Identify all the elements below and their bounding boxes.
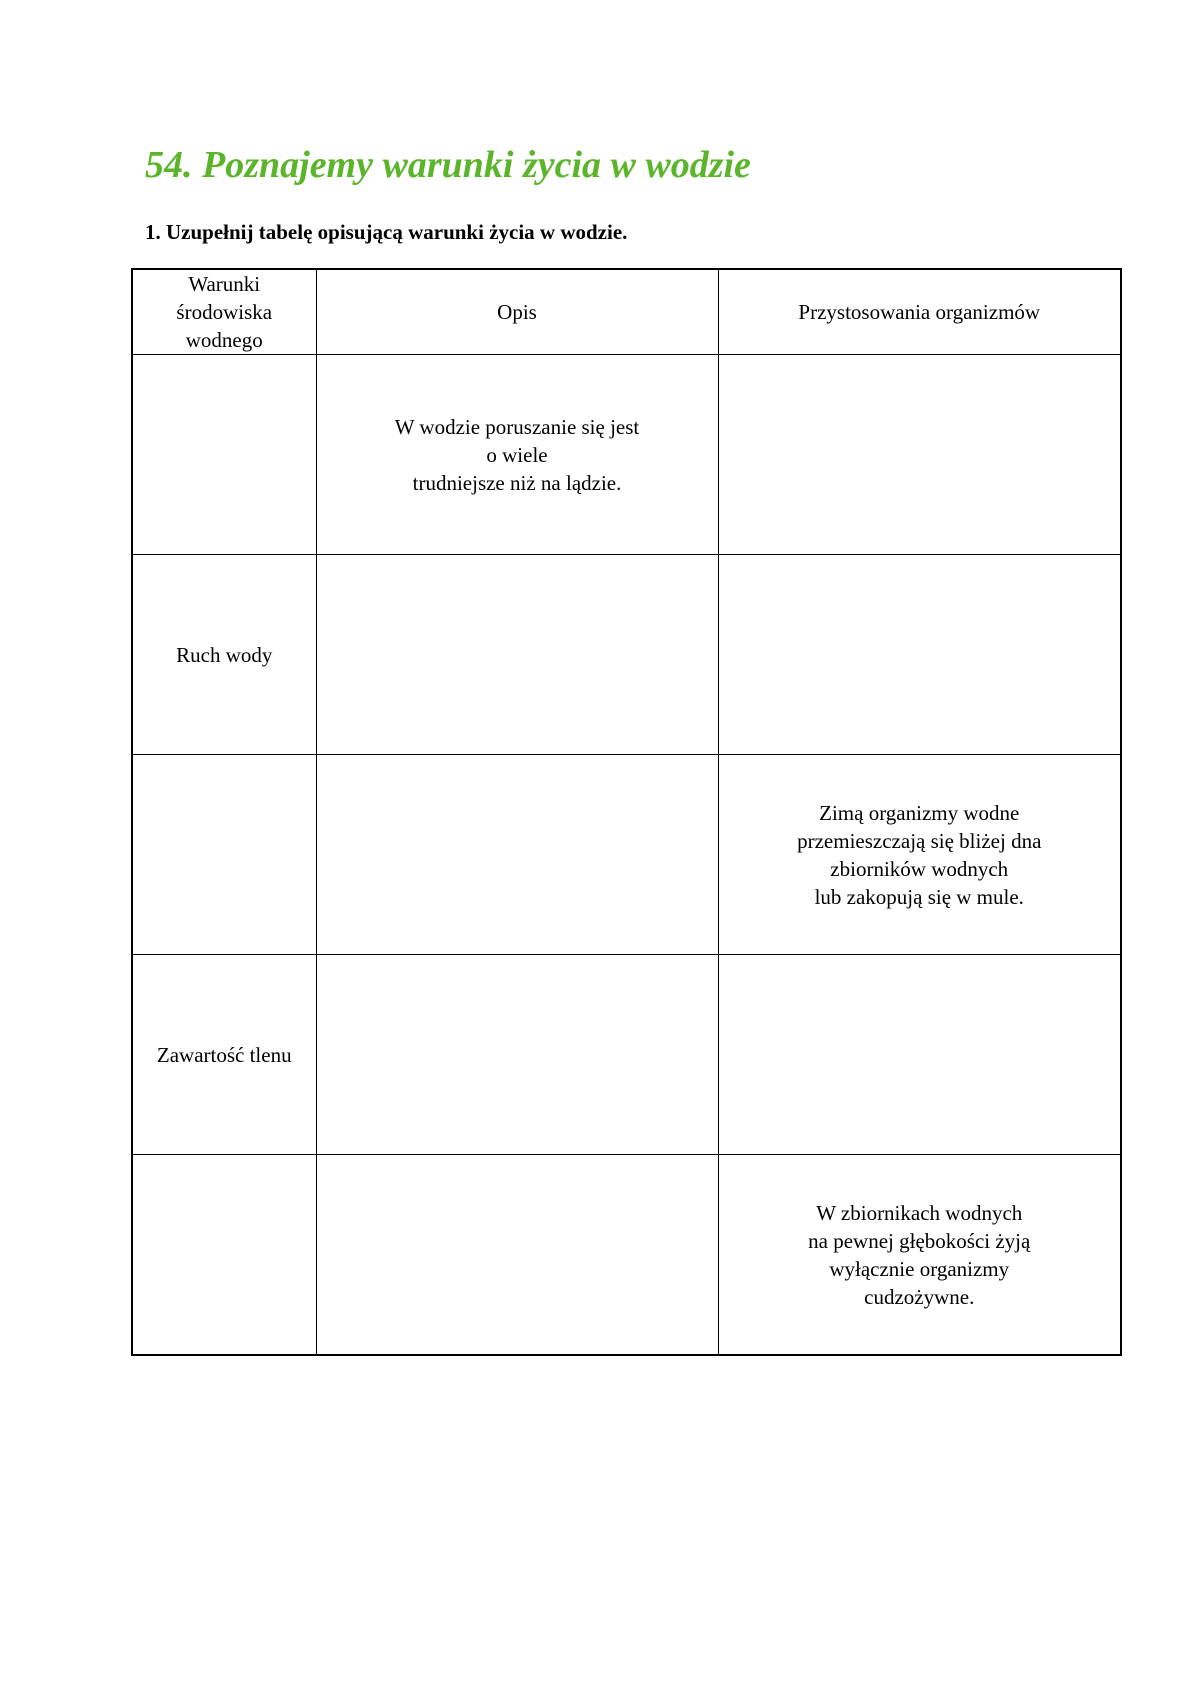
table-header-row bbox=[132, 269, 1121, 355]
conditions-table bbox=[131, 268, 1122, 1356]
cell-condition[interactable]: Zawartość tlenu bbox=[132, 955, 316, 1155]
page-title: 54. Poznajemy warunki życia w wodzie bbox=[145, 144, 751, 186]
cell-condition[interactable]: Ruch wody bbox=[132, 555, 316, 755]
cell-description[interactable] bbox=[316, 755, 718, 955]
cell-adaptation[interactable]: Zimą organizmy wodne przemieszczają się bliżej dna zbiorników wodnych lub zakopują się w mule. bbox=[718, 755, 1121, 955]
table-row bbox=[132, 1155, 1121, 1356]
table-row bbox=[132, 755, 1121, 955]
cell-description[interactable] bbox=[316, 555, 718, 755]
table-row bbox=[132, 555, 1121, 755]
cell-description[interactable]: W wodzie poruszanie się jest o wiele trudniejsze niż na lądzie. bbox=[316, 355, 718, 555]
task-instruction: 1. Uzupełnij tabelę opisującą warunki życia w wodzie. bbox=[145, 220, 628, 244]
cell-condition[interactable] bbox=[132, 355, 316, 555]
table-row bbox=[132, 955, 1121, 1155]
cell-adaptation[interactable] bbox=[718, 955, 1121, 1155]
header-description: Opis bbox=[316, 269, 718, 355]
cell-adaptation[interactable] bbox=[718, 355, 1121, 555]
cell-description[interactable] bbox=[316, 1155, 718, 1356]
cell-description[interactable] bbox=[316, 955, 718, 1155]
cell-adaptation[interactable] bbox=[718, 555, 1121, 755]
table-row bbox=[132, 355, 1121, 555]
cell-condition[interactable] bbox=[132, 755, 316, 955]
cell-adaptation[interactable]: W zbiornikach wodnych na pewnej głębokości żyją wyłącznie organizmy cudzożywne. bbox=[718, 1155, 1121, 1356]
cell-condition[interactable] bbox=[132, 1155, 316, 1356]
header-conditions: Warunki środowiska wodnego bbox=[132, 269, 316, 355]
header-adaptations: Przystosowania organizmów bbox=[718, 269, 1121, 355]
